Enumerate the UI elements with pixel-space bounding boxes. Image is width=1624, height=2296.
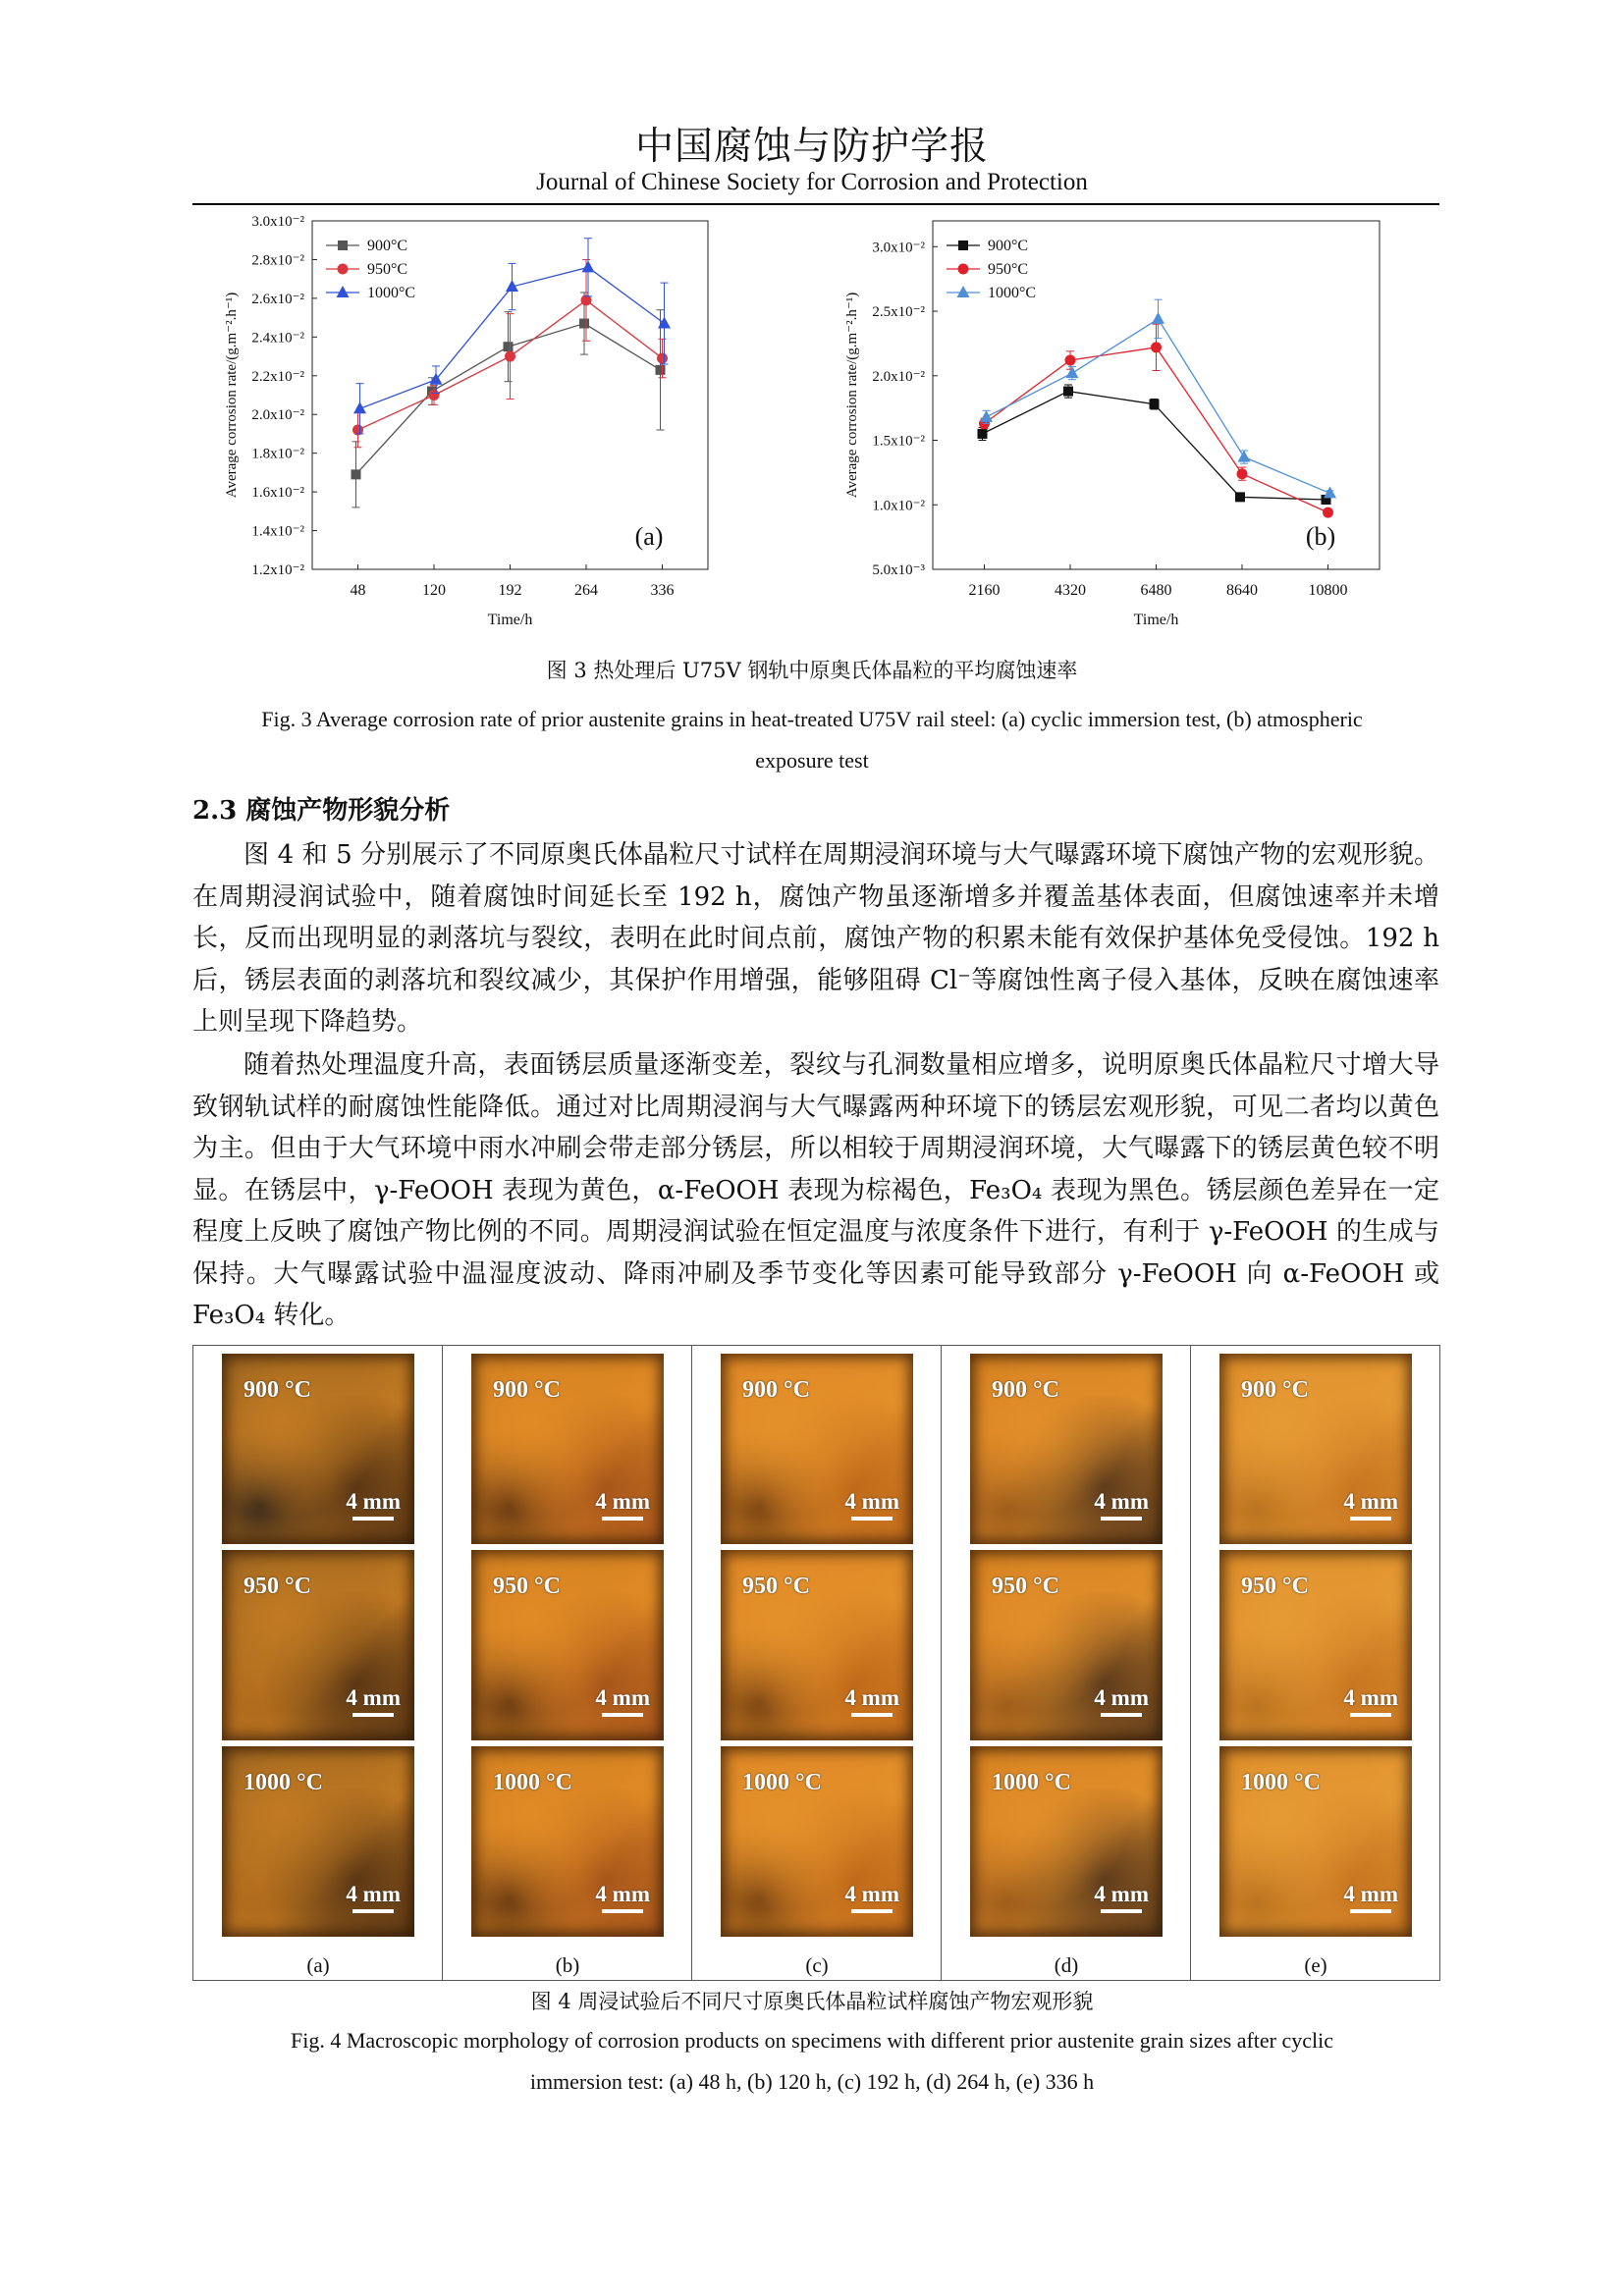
data-point: [1066, 366, 1079, 378]
legend-label: 900°C: [367, 238, 408, 254]
paragraph-2: 随着热处理温度升高，表面锈层质量逐渐变差，裂纹与孔洞数量相应增多，说明原奥氏体晶粒尺寸增大导致钢轨试样的耐腐蚀性能降低。通过对比周期浸润与大气曝露两种环境下的锈层宏观形貌，可见二者均以黄色为主。但由于大气环境中雨水冲刷会带走部分锈层，所以相较于周期浸润环境，大气曝露下的锈层黄色较不明显。在锈层中，γ-FeOOH 表现为黄色，α-FeOOH 表现为棕褐色，Fe₃O₄ 表现为黑色。锈层颜色差异在一定程度上反映了腐蚀产物比例的不同。周期浸润试验在恒定温度与浓度条件下进行，有利于 γ-FeOOH 的生成与保持。大气曝露试验中温湿度波动、降雨冲刷及季节变化等因素可能导致部分 γ-FeOOH 向 α-FeOOH 或 Fe₃O₄ 转化。: [192, 1050, 1439, 1330]
data-point: [504, 342, 514, 351]
legend-marker: [338, 264, 349, 275]
data-point: [1150, 400, 1160, 409]
y-tick-label: 2.8x10⁻²: [251, 252, 304, 269]
fig4-column-label: (b): [555, 1953, 580, 1977]
x-tick-label: 120: [422, 582, 446, 599]
scale-bar: [851, 1713, 893, 1717]
x-tick-label: 336: [650, 582, 675, 599]
fig4-column: [1190, 1346, 1440, 1980]
y-tick-label: 1.5x10⁻²: [872, 433, 925, 450]
scale-bar: [1101, 1517, 1142, 1521]
legend-marker: [337, 286, 350, 297]
scale-bar: [851, 1517, 893, 1521]
fig4-column: [192, 1346, 443, 1980]
corrosion-specimen-photo: [471, 1354, 664, 1544]
corrosion-specimen-photo: [970, 1746, 1163, 1937]
section-heading: 2.3 腐蚀产物形貌分析: [192, 796, 451, 826]
fig3-caption-en: Fig. 3 Average corrosion rate of prior austenite grains in heat-treated U75V rail steel: (a) cyclic immersion test, (b) atmospheric exposure test: [261, 707, 1363, 773]
data-point: [1323, 507, 1333, 518]
temperature-label: 900 °C: [742, 1377, 810, 1403]
scale-bar-label: 4 mm: [1343, 1685, 1398, 1717]
journal-title-cn: 中国腐蚀与防护学报: [634, 125, 989, 169]
data-point: [1152, 312, 1164, 324]
fig4-column: [442, 1346, 692, 1980]
fig3b-chart: [805, 211, 1394, 643]
data-point: [978, 429, 988, 439]
corrosion-specimen-photo: [721, 1550, 913, 1740]
corrosion-specimen-photo: [970, 1354, 1163, 1544]
scale-bar-label: 4 mm: [844, 1685, 899, 1717]
x-tick-label: 8640: [1226, 582, 1258, 599]
corrosion-specimen-photo: [721, 1746, 913, 1937]
legend-marker: [958, 240, 968, 250]
scale-bar-label: 4 mm: [346, 1685, 401, 1717]
y-tick-label: 1.0x10⁻²: [872, 498, 925, 514]
panel-label: (a): [634, 522, 664, 551]
x-tick-label: 4320: [1055, 582, 1086, 599]
scale-bar: [1350, 1517, 1391, 1521]
data-point: [1237, 468, 1248, 479]
data-point: [1063, 387, 1073, 397]
scale-bar: [602, 1517, 643, 1521]
y-tick-label: 2.0x10⁻²: [872, 368, 925, 385]
scale-bar: [1101, 1909, 1142, 1913]
y-tick-label: 5.0x10⁻³: [872, 562, 925, 578]
y-tick-label: 3.0x10⁻²: [251, 214, 304, 230]
fig4-column: [941, 1346, 1191, 1980]
legend-label: 1000°C: [367, 285, 416, 301]
corrosion-specimen-photo: [1219, 1550, 1412, 1740]
temperature-label: 900 °C: [493, 1377, 561, 1403]
data-point: [505, 351, 515, 362]
corrosion-specimen-photo: [471, 1550, 664, 1740]
y-tick-label: 2.2x10⁻²: [251, 368, 304, 385]
fig4-column-label: (c): [805, 1953, 829, 1977]
scale-bar-label: 4 mm: [595, 1685, 650, 1717]
corrosion-specimen-photo: [721, 1354, 913, 1544]
journal-title-en: Journal of Chinese Society for Corrosion and Protection: [536, 169, 1088, 195]
x-tick-label: 192: [498, 582, 522, 599]
x-tick-label: 2160: [968, 582, 1001, 599]
temperature-label: 950 °C: [493, 1574, 561, 1599]
y-axis-label: Average corrosion rate/(g.m⁻².h⁻¹): [844, 292, 860, 499]
scale-bar: [1350, 1713, 1391, 1717]
fig3a-chart: [192, 211, 723, 643]
fig4-column-label: (d): [1054, 1953, 1079, 1977]
data-point: [980, 410, 993, 422]
data-point: [1151, 342, 1162, 352]
panel-label: (b): [1305, 522, 1336, 551]
temperature-label: 1000 °C: [244, 1770, 323, 1795]
legend-marker: [338, 240, 348, 250]
temperature-label: 1000 °C: [992, 1770, 1071, 1795]
scale-bar-label: 4 mm: [844, 1882, 899, 1913]
temperature-label: 950 °C: [244, 1574, 311, 1599]
header-rule: [192, 203, 1439, 205]
fig4-caption-cn: 图 4 周浸试验后不同尺寸原奥氏体晶粒试样腐蚀产物宏观形貌: [530, 1990, 1094, 2013]
scale-bar: [602, 1909, 643, 1913]
corrosion-specimen-photo: [1219, 1746, 1412, 1937]
x-axis-label: Time/h: [487, 612, 533, 628]
scale-bar-label: 4 mm: [346, 1489, 401, 1521]
legend-marker: [957, 286, 970, 297]
corrosion-specimen-photo: [1219, 1354, 1412, 1544]
scale-bar-label: 4 mm: [1094, 1685, 1149, 1717]
fig4-column: [691, 1346, 942, 1980]
temperature-label: 1000 °C: [742, 1770, 822, 1795]
fig3-caption-cn: 图 3 热处理后 U75V 钢轨中原奥氏体晶粒的平均腐蚀速率: [546, 659, 1078, 682]
corrosion-specimen-photo: [471, 1746, 664, 1937]
legend-label: 950°C: [988, 261, 1029, 278]
scale-bar-label: 4 mm: [595, 1489, 650, 1521]
legend-label: 950°C: [367, 261, 408, 278]
data-point: [1238, 451, 1251, 462]
data-point: [429, 390, 440, 400]
temperature-label: 1000 °C: [493, 1770, 572, 1795]
data-point: [352, 469, 361, 479]
scale-bar: [1101, 1713, 1142, 1717]
scale-bar: [352, 1517, 394, 1521]
scale-bar-label: 4 mm: [1094, 1882, 1149, 1913]
data-point: [656, 365, 666, 375]
data-point: [1235, 492, 1245, 502]
scale-bar-label: 4 mm: [844, 1489, 899, 1521]
temperature-label: 900 °C: [1241, 1377, 1309, 1403]
temperature-label: 950 °C: [1241, 1574, 1309, 1599]
scale-bar: [352, 1909, 394, 1913]
temperature-label: 950 °C: [992, 1574, 1059, 1599]
data-point: [353, 401, 366, 413]
y-tick-label: 2.6x10⁻²: [251, 291, 304, 307]
data-point: [1065, 355, 1076, 366]
data-point: [582, 260, 595, 272]
x-tick-label: 6480: [1140, 582, 1172, 599]
scale-bar: [602, 1713, 643, 1717]
y-tick-label: 3.0x10⁻²: [872, 240, 925, 256]
data-point: [657, 353, 668, 364]
legend-label: 900°C: [988, 238, 1029, 254]
fig4-caption-en: Fig. 4 Macroscopic morphology of corrosion products on specimens with different prior austenite grain sizes after cyclic immersion test: (a) 48 h, (b) 120 h, (c) 192 h, (d) 264 h, (e) 336 h: [290, 2028, 1334, 2094]
scale-bar-label: 4 mm: [1343, 1882, 1398, 1913]
fig4-column-label: (a): [306, 1953, 330, 1977]
scale-bar-label: 4 mm: [1343, 1489, 1398, 1521]
paragraph-1: 图 4 和 5 分别展示了不同原奥氏体晶粒尺寸试样在周期浸润环境与大气曝露环境下腐蚀产物的宏观形貌。在周期浸润试验中，随着腐蚀时间延长至 192 h，腐蚀产物虽逐渐增多并覆盖基体表面，但腐蚀速率并未增长，反而出现明显的剥落坑与裂纹，表明在此时间点前，腐蚀产物的积累未能有效保护基体免受侵蚀。192 h 后，锈层表面的剥落坑和裂纹减少，其保护作用增强，能够阻碍 Cl⁻等腐蚀性离子侵入基体，反映在腐蚀速率上则呈现下降趋势。: [192, 840, 1439, 1037]
corrosion-specimen-photo: [222, 1550, 414, 1740]
temperature-label: 1000 °C: [1241, 1770, 1321, 1795]
y-tick-label: 2.0x10⁻²: [251, 407, 304, 424]
y-tick-label: 1.8x10⁻²: [251, 446, 304, 462]
y-axis-label: Average corrosion rate/(g.m⁻².h⁻¹): [224, 292, 240, 499]
scale-bar-label: 4 mm: [595, 1882, 650, 1913]
corrosion-specimen-photo: [222, 1746, 414, 1937]
y-tick-label: 1.2x10⁻²: [251, 562, 304, 578]
scale-bar-label: 4 mm: [346, 1882, 401, 1913]
scale-bar-label: 4 mm: [1094, 1489, 1149, 1521]
data-point: [579, 319, 589, 329]
temperature-label: 900 °C: [992, 1377, 1059, 1403]
x-tick-label: 264: [574, 582, 598, 599]
x-tick-label: 10800: [1308, 582, 1348, 599]
fig4-column-label: (e): [1304, 1953, 1327, 1977]
series-line: [985, 347, 1328, 512]
scale-bar: [851, 1909, 893, 1913]
corrosion-specimen-photo: [222, 1354, 414, 1544]
corrosion-specimen-photo: [970, 1550, 1163, 1740]
y-tick-label: 2.5x10⁻²: [872, 304, 925, 321]
fig4-photo-grid: [192, 1345, 1440, 1981]
x-tick-label: 48: [350, 582, 366, 599]
data-point: [658, 317, 671, 329]
temperature-label: 900 °C: [244, 1377, 311, 1403]
y-tick-label: 2.4x10⁻²: [251, 330, 304, 347]
temperature-label: 950 °C: [742, 1574, 810, 1599]
y-tick-label: 1.6x10⁻²: [251, 485, 304, 502]
legend-marker: [958, 264, 969, 275]
y-tick-label: 1.4x10⁻²: [251, 523, 304, 540]
x-axis-label: Time/h: [1133, 612, 1179, 628]
scale-bar: [352, 1713, 394, 1717]
legend-label: 1000°C: [988, 285, 1037, 301]
data-point: [1324, 486, 1336, 498]
scale-bar: [1350, 1909, 1391, 1913]
